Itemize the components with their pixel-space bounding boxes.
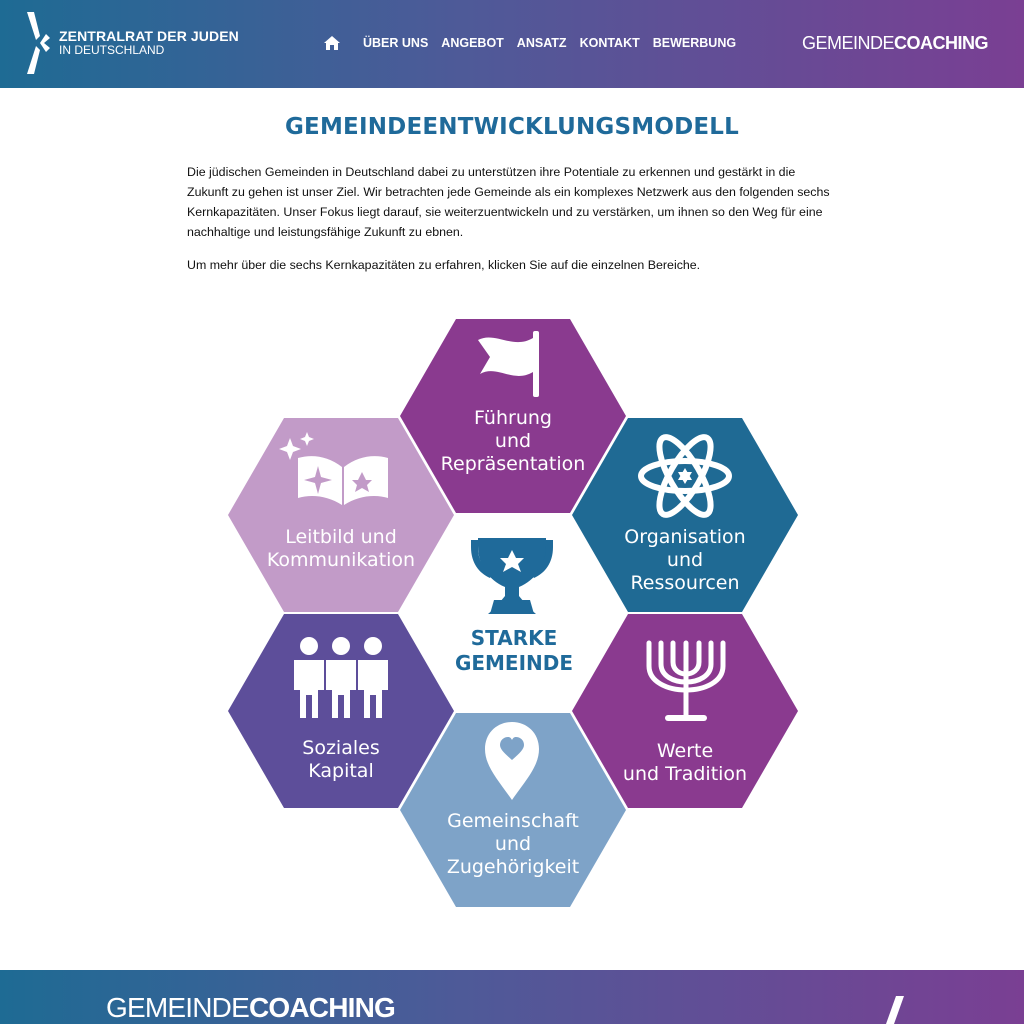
logo-line-1: ZENTRALRAT DER JUDEN bbox=[59, 28, 239, 44]
footer-brand-light: GEMEINDE bbox=[106, 992, 249, 1023]
hex-label-fuehrung-line3: Repräsentation bbox=[440, 453, 586, 475]
hex-label-organisation-line3: Ressourcen bbox=[630, 572, 740, 594]
hex-label-werte-line1: Werte bbox=[656, 740, 714, 762]
nav-item-ueber-uns[interactable]: ÜBER UNS bbox=[363, 36, 429, 50]
nav-item-kontakt[interactable]: KONTAKT bbox=[579, 36, 640, 50]
center-label-line1: STARKE bbox=[470, 626, 558, 650]
footer-brand-bold: COACHING bbox=[248, 992, 395, 1023]
brand-bold: COACHING bbox=[894, 33, 988, 53]
brand-light: GEMEINDE bbox=[801, 33, 894, 53]
footer-zentralrat-mark-icon bbox=[882, 996, 912, 1024]
hex-label-gemeinschaft-line1: Gemeinschaft bbox=[447, 810, 579, 832]
hex-label-soziales-line2: Kapital bbox=[308, 760, 374, 782]
hex-label-fuehrung-line2: und bbox=[494, 430, 532, 452]
hex-label-leitbild-line2: Kommunikation bbox=[266, 549, 416, 571]
nav-item-bewerbung[interactable]: BEWERBUNG bbox=[652, 36, 737, 50]
nav-item-ansatz[interactable]: ANSATZ bbox=[516, 36, 567, 50]
instruction-paragraph: Um mehr über die sechs Kernkapazitäten zu erfahren, klicken Sie auf die einzelnen Bereiche. bbox=[187, 258, 701, 272]
hex-label-werte-line2: und Tradition bbox=[622, 763, 748, 785]
hex-label-soziales-line1: Soziales bbox=[302, 737, 380, 759]
hex-label-organisation-line2: und bbox=[666, 549, 704, 571]
center-label-line2: GEMEINDE bbox=[454, 651, 574, 675]
hex-label-gemeinschaft-line2: und bbox=[494, 833, 532, 855]
footer-gemeindecoaching-logo[interactable] bbox=[106, 992, 395, 1024]
hex-label-leitbild-line1: Leitbild und bbox=[285, 526, 397, 548]
site-footer bbox=[0, 970, 1024, 1024]
intro-paragraph: Die jüdischen Gemeinden in Deutschland dabei zu unterstützen ihre Potentiale zu erkennen und gestärkt in die Zukunft zu gehen ist unser Ziel. Wir betrachten jede Gemeinde als ein komplexes Netzwerk aus den folgenden sechs Kernkapazitäten. Unser Fokus liegt darauf, sie weiterzuentwickeln und zu verstärken, um ihnen so den Weg für eine nachhaltige und leistungsfähige Zukunft zu ebnen. bbox=[187, 165, 830, 239]
hex-label-organisation-line1: Organisation bbox=[624, 526, 746, 548]
logo-line-2: IN DEUTSCHLAND bbox=[59, 43, 165, 57]
center-label bbox=[404, 626, 624, 676]
hex-label-fuehrung-line1: Führung bbox=[474, 407, 552, 429]
hex-label-gemeinschaft-line3: Zugehörigkeit bbox=[446, 856, 580, 878]
page-title: GEMEINDEENTWICKLUNGSMODELL bbox=[284, 114, 740, 140]
nav-item-angebot[interactable]: ANGEBOT bbox=[441, 36, 504, 50]
